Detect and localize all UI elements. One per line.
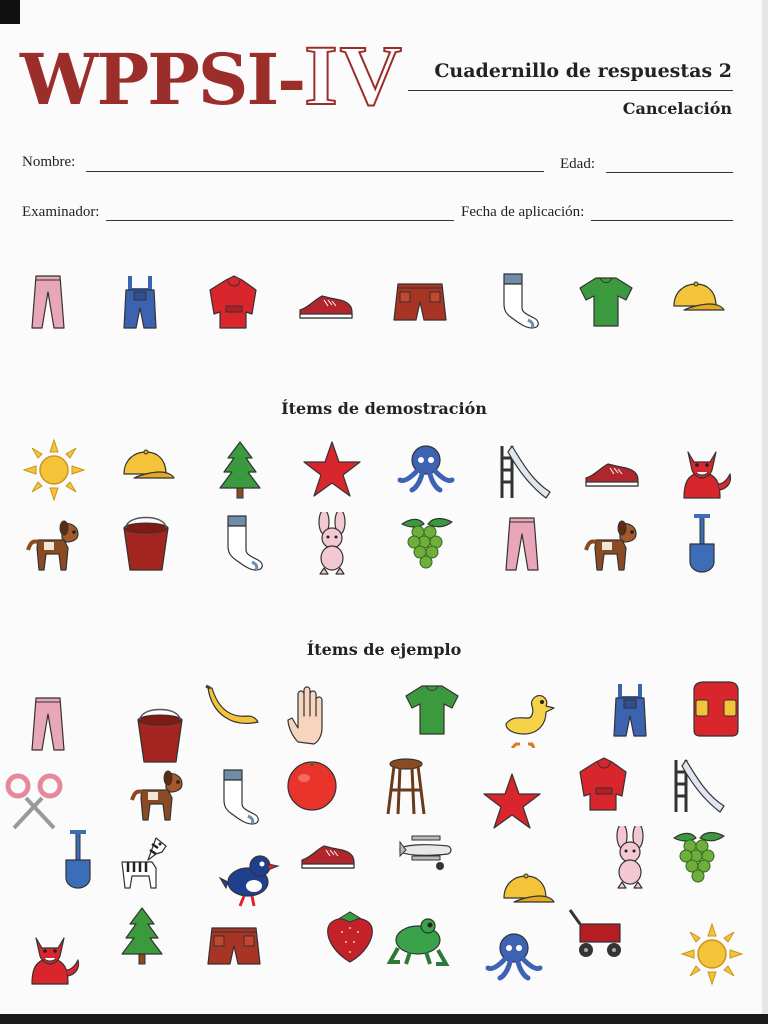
- bird-icon[interactable]: [218, 846, 282, 910]
- shoe-icon[interactable]: [296, 820, 360, 884]
- tshirt-icon[interactable]: [400, 678, 464, 742]
- orange-icon[interactable]: [280, 752, 344, 816]
- sweatshirt-icon[interactable]: [202, 270, 266, 334]
- examiner-field[interactable]: [106, 220, 454, 221]
- sweatshirt-icon[interactable]: [572, 752, 636, 816]
- logo-roman-numeral: IV: [304, 27, 404, 123]
- wppsi-logo: [20, 27, 404, 123]
- page-edge: [762, 0, 768, 1024]
- dog-icon[interactable]: [126, 762, 190, 826]
- fox-icon[interactable]: [18, 924, 82, 988]
- example-heading: Ítems de ejemplo: [306, 640, 462, 659]
- dog-icon[interactable]: [22, 512, 86, 576]
- booklet-title: Cuadernillo de respuestas 2: [434, 60, 732, 82]
- pants-icon[interactable]: [16, 692, 80, 756]
- sock-icon[interactable]: [484, 270, 548, 334]
- shoe-icon[interactable]: [294, 270, 358, 334]
- age-field[interactable]: [606, 172, 733, 173]
- grapes-icon[interactable]: [394, 512, 458, 576]
- frog-icon[interactable]: [386, 906, 450, 970]
- pants-icon[interactable]: [16, 270, 80, 334]
- starfish-icon[interactable]: [300, 438, 364, 502]
- sun-icon[interactable]: [680, 922, 744, 986]
- bucket-icon[interactable]: [128, 704, 192, 768]
- grapes-icon[interactable]: [666, 826, 730, 890]
- strawberry-icon[interactable]: [318, 904, 382, 968]
- shorts-icon[interactable]: [388, 270, 452, 334]
- hand-icon[interactable]: [280, 684, 344, 748]
- wagon-icon[interactable]: [566, 904, 630, 968]
- shoe-icon[interactable]: [580, 438, 644, 502]
- cap-icon[interactable]: [494, 862, 558, 926]
- sun-icon[interactable]: [22, 438, 86, 502]
- tree-icon[interactable]: [208, 438, 272, 502]
- tshirt-icon[interactable]: [574, 270, 638, 334]
- title-rule: [408, 90, 733, 91]
- sock-icon[interactable]: [208, 512, 272, 576]
- overalls-icon[interactable]: [598, 678, 662, 742]
- banana-icon[interactable]: [200, 676, 264, 740]
- scan-bottom-edge: [0, 1014, 768, 1024]
- name-label: Nombre:: [22, 154, 76, 170]
- shovel-icon[interactable]: [46, 828, 110, 892]
- tree-icon[interactable]: [110, 904, 174, 968]
- cap-icon[interactable]: [664, 270, 728, 334]
- bunny-icon[interactable]: [300, 512, 364, 576]
- date-label: Fecha de aplicación:: [461, 204, 585, 220]
- demo-heading: Ítems de demostración: [281, 399, 487, 418]
- shorts-icon[interactable]: [202, 914, 266, 978]
- duck-icon[interactable]: [496, 684, 560, 748]
- airplane-icon[interactable]: [394, 818, 458, 882]
- scissors-icon[interactable]: [2, 770, 66, 834]
- pants-icon[interactable]: [490, 512, 554, 576]
- subtest-title: Cancelación: [622, 99, 732, 118]
- overalls-icon[interactable]: [108, 270, 172, 334]
- octopus-icon[interactable]: [482, 926, 546, 990]
- zebra-icon[interactable]: [108, 828, 172, 892]
- dog-icon[interactable]: [580, 512, 644, 576]
- bucket-icon[interactable]: [114, 512, 178, 576]
- stool-icon[interactable]: [374, 754, 438, 818]
- scan-corner-mark: [0, 0, 20, 24]
- shovel-icon[interactable]: [670, 512, 734, 576]
- sock-icon[interactable]: [204, 766, 268, 830]
- starfish-icon[interactable]: [480, 770, 544, 834]
- fox-icon[interactable]: [670, 438, 734, 502]
- slide-icon[interactable]: [490, 438, 554, 502]
- octopus-icon[interactable]: [394, 438, 458, 502]
- logo-main-text: WPPSI-: [20, 38, 305, 121]
- slide-icon[interactable]: [664, 752, 728, 816]
- examiner-label: Examinador:: [22, 204, 100, 220]
- date-field[interactable]: [591, 220, 733, 221]
- cap-icon[interactable]: [114, 438, 178, 502]
- age-label: Edad:: [560, 156, 595, 172]
- name-field[interactable]: [86, 171, 544, 172]
- bunny-icon[interactable]: [598, 826, 662, 890]
- backpack-icon[interactable]: [684, 676, 748, 740]
